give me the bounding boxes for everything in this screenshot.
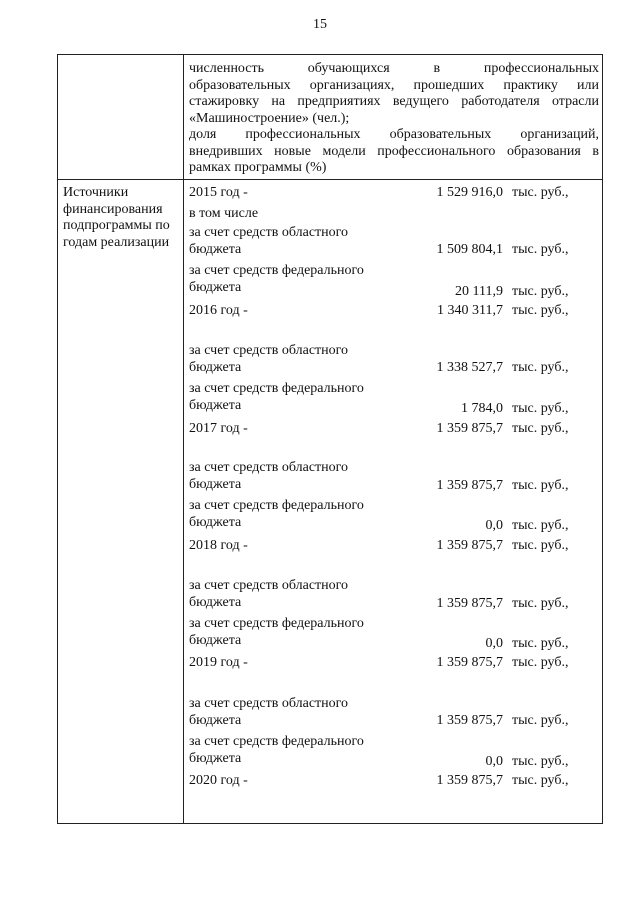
regional-budget-label: за счет средств областного [189, 343, 349, 358]
year-2017-federal-amount: 0,0 [485, 518, 503, 533]
intro-line: стажировку на предприятиях ведущего работодателя отрасли [189, 94, 599, 109]
budget-word: бюджета [189, 633, 242, 648]
year-2015-regional-amount: 1 509 804,1 [436, 242, 503, 257]
federal-budget-label: за счет средств федерального [189, 263, 364, 278]
regional-budget-label: за счет средств областного [189, 225, 349, 240]
federal-budget-label: за счет средств федерального [189, 616, 364, 631]
unit-label: тыс. руб., [512, 284, 569, 299]
scan-marks [22, 894, 622, 902]
year-2018-amount: 1 359 875,7 [436, 538, 503, 553]
year-2017-regional-amount: 1 359 875,7 [436, 478, 503, 493]
budget-word: бюджета [189, 595, 242, 610]
year-2020-amount: 1 359 875,7 [436, 773, 503, 788]
unit-label: тыс. руб., [512, 242, 569, 257]
regional-budget-label: за счет средств областного [189, 696, 349, 711]
unit-label: тыс. руб., [512, 303, 569, 318]
year-2016-label: 2016 год - [189, 303, 248, 318]
budget-word: бюджета [189, 477, 242, 492]
unit-label: тыс. руб., [512, 773, 569, 788]
page-number: 15 [313, 17, 327, 32]
intro-line: доля профессиональных образовательных организаций, [189, 127, 599, 142]
including-label: в том числе [189, 206, 259, 221]
financing-table [57, 54, 603, 824]
intro-line: «Машиностроение» (чел.); [189, 110, 350, 126]
year-2016-amount: 1 340 311,7 [437, 303, 503, 318]
budget-word: бюджета [189, 751, 242, 766]
intro-line: внедривших новые модели профессионального образования в [189, 143, 599, 159]
budget-word: бюджета [189, 515, 242, 530]
year-2018-regional-amount: 1 359 875,7 [436, 596, 503, 611]
unit-label: тыс. руб., [512, 655, 569, 670]
intro-line: образовательных организациях, прошедших практику или [189, 77, 599, 93]
year-2017-label: 2017 год - [189, 421, 248, 436]
year-2016-regional-amount: 1 338 527,7 [436, 360, 503, 375]
unit-label: тыс. руб., [512, 360, 569, 375]
unit-label: тыс. руб., [512, 596, 569, 611]
year-2019-federal-amount: 0,0 [485, 754, 503, 769]
unit-label: тыс. руб., [512, 401, 569, 416]
federal-budget-label: за счет средств федерального [189, 734, 364, 749]
unit-label: тыс. руб., [512, 636, 569, 651]
year-2015-amount: 1 529 916,0 [436, 185, 503, 200]
intro-line: рамках программы (%) [189, 160, 327, 175]
unit-label: тыс. руб., [512, 713, 569, 728]
year-2015-federal-amount: 20 111,9 [455, 284, 503, 299]
budget-word: бюджета [189, 398, 242, 413]
year-2015-label: 2015 год - [189, 185, 248, 200]
unit-label: тыс. руб., [512, 538, 569, 553]
unit-label: тыс. руб., [512, 754, 569, 769]
year-2019-regional-amount: 1 359 875,7 [436, 713, 503, 728]
federal-budget-label: за счет средств федерального [189, 498, 364, 513]
year-2020-label: 2020 год - [189, 773, 248, 788]
federal-budget-label: за счет средств федерального [189, 381, 364, 396]
unit-label: тыс. руб., [512, 185, 569, 200]
column-divider [183, 55, 184, 823]
budget-word: бюджета [189, 242, 242, 257]
budget-word: бюджета [189, 280, 242, 295]
regional-budget-label: за счет средств областного [189, 578, 349, 593]
year-2018-label: 2018 год - [189, 538, 248, 553]
regional-budget-label: за счет средств областного [189, 460, 349, 475]
unit-label: тыс. руб., [512, 518, 569, 533]
unit-label: тыс. руб., [512, 478, 569, 493]
year-2019-label: 2019 год - [189, 655, 248, 670]
intro-line: численность обучающихся в профессиональных [189, 61, 599, 76]
budget-word: бюджета [189, 360, 242, 375]
budget-word: бюджета [189, 713, 242, 728]
indicators-text [189, 61, 599, 177]
unit-label: тыс. руб., [512, 421, 569, 436]
year-2016-federal-amount: 1 784,0 [461, 401, 503, 416]
year-2018-federal-amount: 0,0 [485, 636, 503, 651]
year-2017-amount: 1 359 875,7 [436, 421, 503, 436]
year-2019-amount: 1 359 875,7 [436, 655, 503, 670]
financing-sources-label: Источники финансирования подпрограммы по годам реализации [63, 185, 170, 250]
